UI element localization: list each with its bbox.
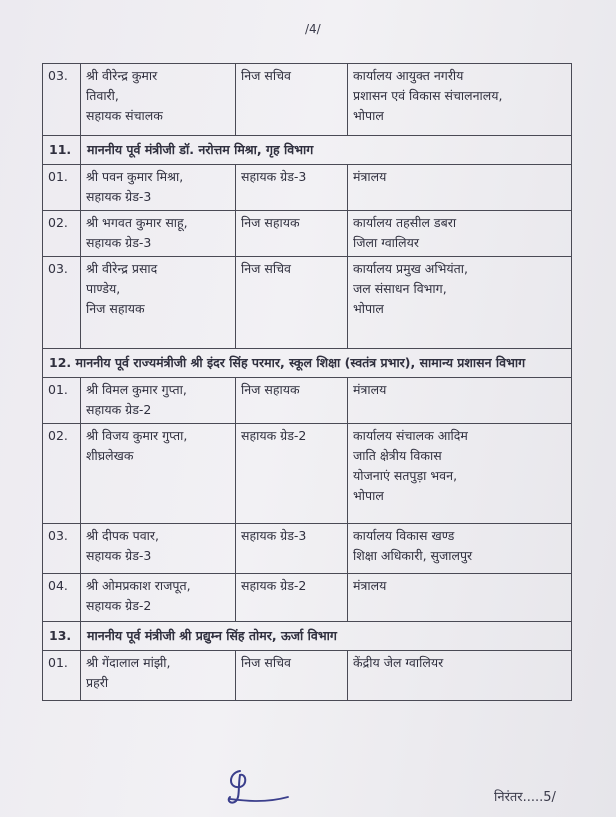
- office-cell: [348, 524, 572, 574]
- office-line: जिला ग्वालियर: [353, 235, 419, 250]
- name-line: श्री ओमप्रकाश राजपूत,: [86, 578, 191, 593]
- name-line: श्री भगवत कुमार साहू,: [86, 215, 188, 230]
- post-cell: सहायक ग्रेड-3: [236, 524, 348, 574]
- designation-line: सहायक संचालक: [86, 108, 163, 123]
- designation-line: सहायक ग्रेड-3: [86, 189, 152, 204]
- office-cell: [348, 257, 572, 349]
- name-line: श्री दीपक पवार,: [86, 528, 159, 543]
- office-line: कार्यालय आयुक्त नगरीय: [353, 68, 464, 83]
- name-cell: [81, 424, 236, 524]
- table-row: [43, 378, 572, 424]
- office-cell: मंत्रालय: [348, 165, 572, 211]
- office-line: जल संसाधन विभाग,: [353, 281, 447, 296]
- designation-line: सहायक ग्रेड-2: [86, 402, 152, 417]
- section-title: माननीय पूर्व मंत्रीजी डॉ. नरोत्तम मिश्रा, गृह विभाग: [81, 136, 572, 165]
- name-cell: [81, 165, 236, 211]
- serial-number: 02.: [43, 424, 81, 524]
- name-line: पाण्डेय,: [86, 281, 121, 296]
- serial-number: 01.: [43, 651, 81, 701]
- section-title-text: माननीय पूर्व राज्यमंत्रीजी श्री इंदर सिंह परमार, स्कूल शिक्षा (स्वतंत्र प्रभार), सामान्य प्रशासन विभाग: [75, 355, 526, 370]
- serial-number: 03.: [43, 257, 81, 349]
- designation-line: सहायक ग्रेड-3: [86, 235, 152, 250]
- table-row: [43, 424, 572, 524]
- table-row: [43, 211, 572, 257]
- office-cell: [348, 211, 572, 257]
- name-line: तिवारी,: [86, 88, 119, 103]
- office-line: भोपाल: [353, 488, 384, 503]
- designation-line: शीघ्रलेखक: [86, 448, 134, 463]
- serial-number: 04.: [43, 574, 81, 622]
- continued-marker: निरंतर.....5/: [494, 790, 556, 805]
- section-heading-row: [43, 622, 572, 651]
- post-cell: सहायक ग्रेड-2: [236, 574, 348, 622]
- designation-line: प्रहरी: [86, 675, 109, 690]
- name-cell: [81, 524, 236, 574]
- office-line: कार्यालय संचालक आदिम: [353, 428, 468, 443]
- post-cell: निज सचिव: [236, 257, 348, 349]
- office-line: कार्यालय प्रमुख अभियंता,: [353, 261, 468, 276]
- office-cell: केंद्रीय जेल ग्वालियर: [348, 651, 572, 701]
- office-cell: [348, 424, 572, 524]
- name-line: श्री गेंदालाल मांझी,: [86, 655, 171, 670]
- name-cell: [81, 211, 236, 257]
- designation-line: सहायक ग्रेड-2: [86, 598, 152, 613]
- table-row: [43, 651, 572, 701]
- page-number: /4/: [305, 22, 321, 36]
- post-cell: निज सहायक: [236, 378, 348, 424]
- table-row: [43, 257, 572, 349]
- office-line: जाति क्षेत्रीय विकास: [353, 448, 442, 463]
- designation-line: सहायक ग्रेड-3: [86, 548, 152, 563]
- table-row: [43, 574, 572, 622]
- section-number: 11.: [43, 136, 81, 165]
- post-cell: निज सहायक: [236, 211, 348, 257]
- section-heading-row: [43, 349, 572, 378]
- office-line: कार्यालय तहसील डबरा: [353, 215, 457, 230]
- name-line: श्री वीरेन्द्र कुमार: [86, 68, 158, 83]
- section-title: माननीय पूर्व मंत्रीजी श्री प्रद्युम्न सिंह तोमर, ऊर्जा विभाग: [81, 622, 572, 651]
- serial-number: 02.: [43, 211, 81, 257]
- serial-number: 03.: [43, 64, 81, 136]
- office-line: प्रशासन एवं विकास संचालनालय,: [353, 88, 503, 103]
- name-line: श्री वीरेन्द्र प्रसाद: [86, 261, 158, 276]
- name-cell: [81, 378, 236, 424]
- office-line: कार्यालय विकास खण्ड: [353, 528, 455, 543]
- office-line: योजनाएं सतपुड़ा भवन,: [353, 468, 458, 483]
- post-cell: निज सचिव: [236, 651, 348, 701]
- name-cell: [81, 64, 236, 136]
- serial-number: 01.: [43, 165, 81, 211]
- section-number: 12.: [49, 355, 72, 370]
- table-row: [43, 165, 572, 211]
- serial-number: 03.: [43, 524, 81, 574]
- post-cell: निज सचिव: [236, 64, 348, 136]
- office-line: भोपाल: [353, 301, 384, 316]
- table-row: [43, 524, 572, 574]
- designation-line: निज सहायक: [86, 301, 145, 316]
- name-line: श्री विजय कुमार गुप्ता,: [86, 428, 188, 443]
- office-line: शिक्षा अधिकारी, सुजालपुर: [353, 548, 473, 563]
- office-line: भोपाल: [353, 108, 384, 123]
- office-cell: [348, 64, 572, 136]
- name-cell: [81, 257, 236, 349]
- table-row: [43, 64, 572, 136]
- serial-number: 01.: [43, 378, 81, 424]
- section-heading-row: [43, 136, 572, 165]
- section-title: [43, 349, 572, 378]
- office-cell: मंत्रालय: [348, 378, 572, 424]
- post-cell: सहायक ग्रेड-2: [236, 424, 348, 524]
- office-cell: मंत्रालय: [348, 574, 572, 622]
- section-number: 13.: [43, 622, 81, 651]
- name-line: श्री पवन कुमार मिश्रा,: [86, 169, 184, 184]
- post-cell: सहायक ग्रेड-3: [236, 165, 348, 211]
- name-cell: [81, 574, 236, 622]
- staff-table: [42, 63, 572, 701]
- name-line: श्री विमल कुमार गुप्ता,: [86, 382, 187, 397]
- signature: [222, 765, 292, 809]
- name-cell: [81, 651, 236, 701]
